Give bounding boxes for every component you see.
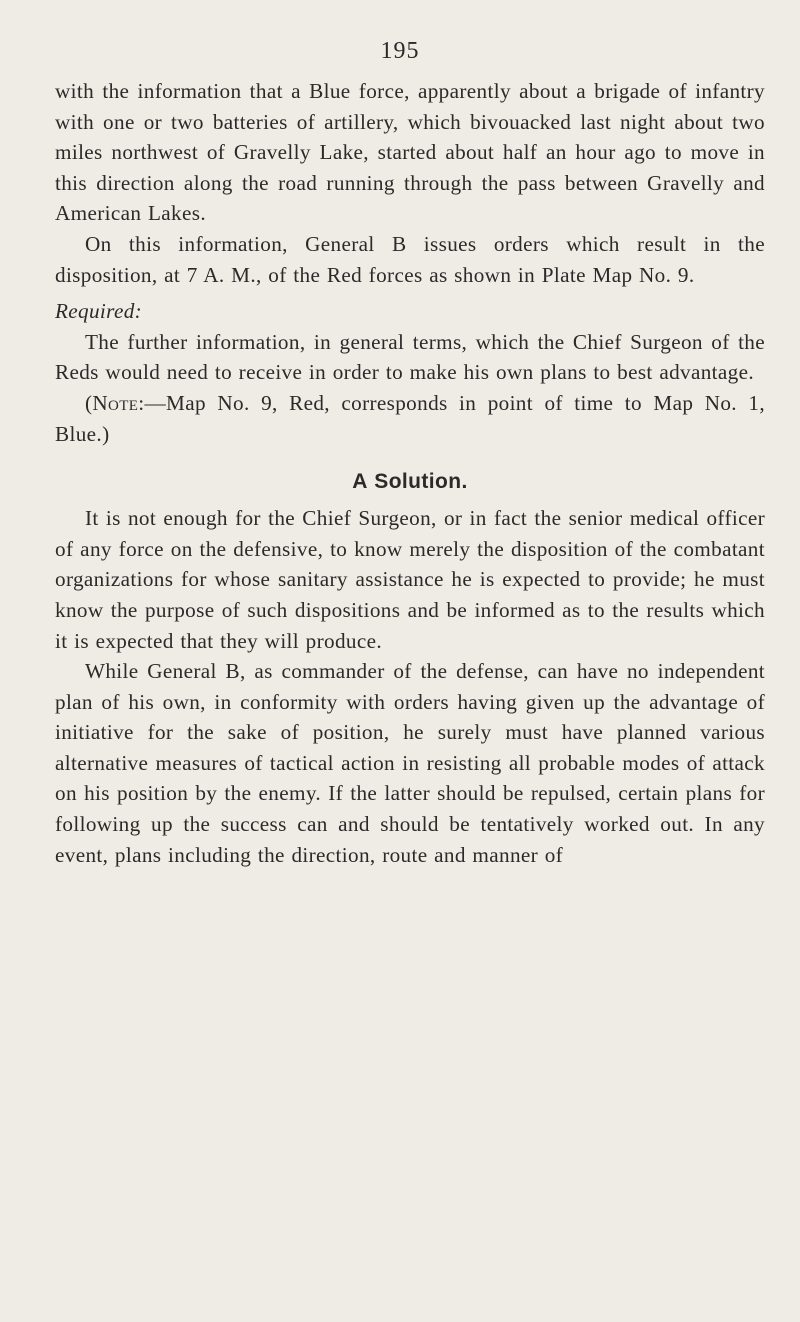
paragraph-solution: It is not enough for the Chief Surgeon, or in fact the senior medical officer of any force on the defensive, to know merely the disposition of the combatant organizations for whose sanitary assistance he is expected to provide; he must know the purpose of such dispositions and be informed as to the results which it is expected that they will produce. bbox=[55, 506, 765, 653]
note-open-paren: ( bbox=[85, 390, 93, 415]
body-text bbox=[55, 76, 765, 870]
note-label: Note bbox=[92, 390, 139, 415]
paragraph-general-b: While General B, as commander of the defense, can have no independent plan of his own, in conformity with orders having given up the advantage of initiative for the sake of position, he surely must have planned various alternative measures of tactical action in resisting all probable modes of attack on his position by the enemy. If the latter should be repulsed, certain plans for following up the success can and should be tentatively worked out. In any event, plans including the direction, route and manner of bbox=[55, 659, 765, 867]
note-text: :—Map No. 9, Red, corresponds in point of time to Map No. 1, Blue.) bbox=[55, 390, 765, 446]
page-number: 195 bbox=[380, 38, 420, 64]
section-heading: A Solution. bbox=[352, 470, 468, 494]
required-label: Required: bbox=[55, 299, 143, 324]
paragraph-required: The further information, in general terms, which the Chief Surgeon of the Reds would need to receive in order to make his own plans to best advantage. bbox=[55, 329, 765, 385]
paragraph-continuation: with the information that a Blue force, apparently about a brigade of infantry with one or two batteries of artillery, which bivouacked last night about two miles northwest of Gravelly Lake, started about half an hour ago to move in this direction along the road running through the pass between Gravelly and American Lakes. bbox=[55, 79, 765, 226]
paragraph-note bbox=[55, 388, 765, 449]
paragraph-orders: On this information, General B issues orders which result in the disposition, at 7 A. M., of the Red forces as shown in Plate Map No. 9. bbox=[55, 231, 765, 287]
